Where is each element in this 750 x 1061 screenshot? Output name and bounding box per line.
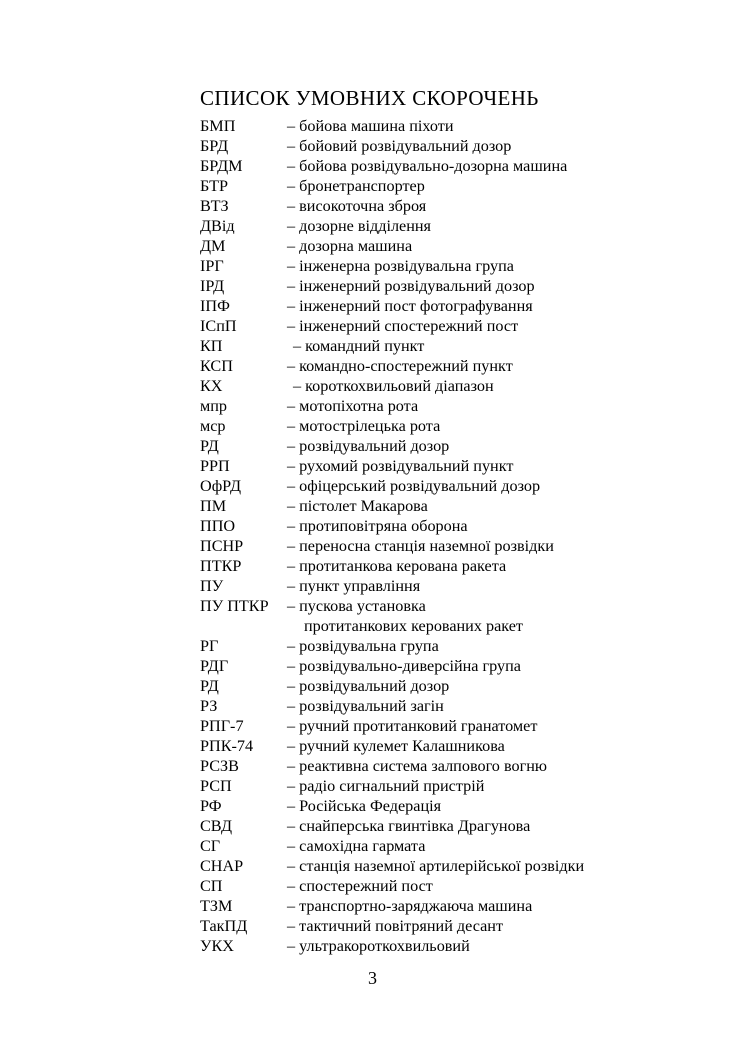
abbreviation-definition: – переносна станція наземної розвідки (287, 537, 554, 555)
abbreviation-row (200, 716, 720, 736)
abbreviation-term: РФ (200, 797, 222, 815)
abbreviation-term: ІРГ (200, 257, 224, 275)
abbreviation-row (200, 416, 720, 436)
abbreviation-term: РДГ (200, 657, 229, 675)
abbreviation-term: ПСНР (200, 537, 244, 555)
abbreviation-definition: – Російська Федерація (287, 797, 442, 815)
abbreviation-definition: – протиповітряна оборона (287, 517, 468, 535)
abbreviation-row (200, 676, 720, 696)
abbreviation-definition: – тактичний повітряний десант (287, 917, 504, 935)
abbreviation-definition-continuation: протитанкових керованих ракет (304, 617, 523, 635)
abbreviation-row (200, 656, 720, 676)
abbreviation-row (200, 216, 720, 236)
abbreviation-row (200, 336, 720, 356)
abbreviation-row (200, 316, 720, 336)
abbreviation-definition: – інженерний спостережний пост (287, 317, 519, 335)
abbreviation-definition: – бойова розвідувально-дозорна машина (287, 157, 568, 175)
abbreviation-term: БМП (200, 117, 236, 135)
abbreviation-term: ПУ ПТКР (200, 597, 269, 615)
abbreviation-row (200, 736, 720, 756)
abbreviation-definition: – ручний кулемет Калашникова (287, 737, 505, 755)
abbreviation-definition: – рухомий розвідувальний пункт (287, 457, 514, 475)
abbreviation-definition: – станція наземної артилерійської розвідки (287, 857, 585, 875)
abbreviation-term: РЗ (200, 697, 218, 715)
abbreviation-term: БРД (200, 137, 229, 155)
abbreviation-definition: – командний пункт (293, 337, 425, 355)
abbreviation-row (200, 516, 720, 536)
abbreviation-row (200, 396, 720, 416)
abbreviation-term: БРДМ (200, 157, 243, 175)
abbreviation-definition: – командно-спостережний пункт (287, 357, 513, 375)
abbreviation-definition: – інженерна розвідувальна група (287, 257, 514, 275)
abbreviation-row (200, 796, 720, 816)
abbreviation-term: РПГ-7 (200, 717, 244, 735)
abbreviation-term: ПМ (200, 497, 227, 515)
abbreviation-row (200, 456, 720, 476)
abbreviation-definition: – розвідувально-диверсійна група (287, 657, 521, 675)
abbreviation-row (200, 276, 720, 296)
abbreviation-row (200, 256, 720, 276)
abbreviation-definition: – снайперська гвинтівка Драгунова (287, 817, 531, 835)
abbreviation-row (200, 376, 720, 396)
abbreviation-term: РД (200, 437, 219, 455)
abbreviation-definition: – розвідувальна група (287, 637, 439, 655)
abbreviation-row (200, 196, 720, 216)
abbreviation-row (200, 916, 720, 936)
abbreviation-definition: – пункт управління (287, 577, 421, 595)
abbreviation-definition: – транспортно-заряджаюча машина (287, 897, 533, 915)
abbreviation-row (200, 476, 720, 496)
abbreviation-definition: – протитанкова керована ракета (287, 557, 507, 575)
abbreviation-term: КСП (200, 357, 233, 375)
abbreviation-definition: – пускова установка (287, 597, 426, 615)
abbreviation-term: ДМ (200, 237, 226, 255)
abbreviation-row (200, 436, 720, 456)
abbreviation-row (200, 776, 720, 796)
abbreviation-row (200, 836, 720, 856)
abbreviation-definition: – короткохвильовий діапазон (293, 377, 494, 395)
abbreviation-definition: – дозорна машина (287, 237, 413, 255)
abbreviation-definition: – бронетранспортер (287, 177, 425, 195)
abbreviation-term: ПУ (200, 577, 224, 595)
abbreviation-row (200, 296, 720, 316)
abbreviation-row (200, 696, 720, 716)
abbreviation-term: мпр (200, 397, 228, 415)
abbreviation-definition: – спостережний пост (287, 877, 433, 895)
abbreviation-definition: – пістолет Макарова (287, 497, 428, 515)
abbreviation-row (200, 636, 720, 656)
abbreviation-definition: – розвідувальний дозор (287, 677, 450, 695)
abbreviation-row (200, 176, 720, 196)
abbreviation-term: ТакПД (200, 917, 248, 935)
abbreviation-row-continuation (200, 616, 720, 636)
abbreviation-term: РРП (200, 457, 230, 475)
abbreviation-row (200, 596, 720, 616)
abbreviation-definition: – бойова машина піхоти (287, 117, 454, 135)
abbreviation-row (200, 136, 720, 156)
abbreviation-term: ПТКР (200, 557, 242, 575)
abbreviation-term: ППО (200, 517, 236, 535)
abbreviation-term: РГ (200, 637, 219, 655)
abbreviation-row (200, 756, 720, 776)
abbreviation-term: УКХ (200, 937, 234, 955)
abbreviation-term: ОфРД (200, 477, 242, 495)
abbreviation-definition: – розвідувальний загін (287, 697, 444, 715)
page-title: СПИСОК УМОВНИХ СКОРОЧЕНЬ (200, 86, 539, 110)
abbreviation-term: ТЗМ (200, 897, 233, 915)
abbreviation-term: СВД (200, 817, 233, 835)
abbreviation-term: СП (200, 877, 223, 895)
abbreviation-row (200, 536, 720, 556)
abbreviation-definition: – реактивна система залпового вогню (287, 757, 547, 775)
abbreviation-definition: – дозорне відділення (287, 217, 431, 235)
abbreviation-term: РСП (200, 777, 232, 795)
abbreviation-term: КХ (200, 377, 223, 395)
abbreviation-row (200, 896, 720, 916)
abbreviation-term: БТР (200, 177, 228, 195)
abbreviation-definition: – високоточна зброя (287, 197, 427, 215)
abbreviation-term: ІСпП (200, 317, 237, 335)
page-number: 3 (368, 968, 377, 988)
abbreviation-definition: – інженерний пост фотографування (287, 297, 533, 315)
abbreviation-term: мср (200, 417, 226, 435)
abbreviation-term: РСЗВ (200, 757, 239, 775)
abbreviation-row (200, 856, 720, 876)
abbreviation-term: ВТЗ (200, 197, 229, 215)
abbreviation-term: ІРД (200, 277, 225, 295)
abbreviation-row (200, 156, 720, 176)
abbreviation-definition: – бойовий розвідувальний дозор (287, 137, 512, 155)
abbreviation-definition: – офіцерський розвідувальний дозор (287, 477, 541, 495)
abbreviation-list (200, 116, 720, 956)
abbreviation-term: ДВід (200, 217, 235, 235)
abbreviation-definition: – розвідувальний дозор (287, 437, 450, 455)
abbreviation-term: СНАР (200, 857, 244, 875)
abbreviation-row (200, 816, 720, 836)
abbreviation-row (200, 936, 720, 956)
abbreviation-definition: – інженерний розвідувальний дозор (287, 277, 535, 295)
abbreviation-term: СГ (200, 837, 221, 855)
abbreviation-definition: – радіо сигнальний пристрій (287, 777, 485, 795)
abbreviation-definition: – мотострілецька рота (287, 417, 441, 435)
abbreviation-term: РД (200, 677, 219, 695)
abbreviation-row (200, 876, 720, 896)
abbreviation-term: КП (200, 337, 223, 355)
abbreviation-definition: – мотопіхотна рота (287, 397, 419, 415)
abbreviation-row (200, 556, 720, 576)
abbreviation-row (200, 496, 720, 516)
abbreviation-definition: – самохідна гармата (287, 837, 426, 855)
abbreviation-row (200, 356, 720, 376)
abbreviation-term: ІПФ (200, 297, 230, 315)
abbreviation-row (200, 576, 720, 596)
abbreviation-definition: – ультракороткохвильовий (287, 937, 470, 955)
abbreviation-term: РПК-74 (200, 737, 254, 755)
abbreviation-definition: – ручний протитанковий гранатомет (287, 717, 538, 735)
abbreviation-row (200, 236, 720, 256)
abbreviation-row (200, 116, 720, 136)
